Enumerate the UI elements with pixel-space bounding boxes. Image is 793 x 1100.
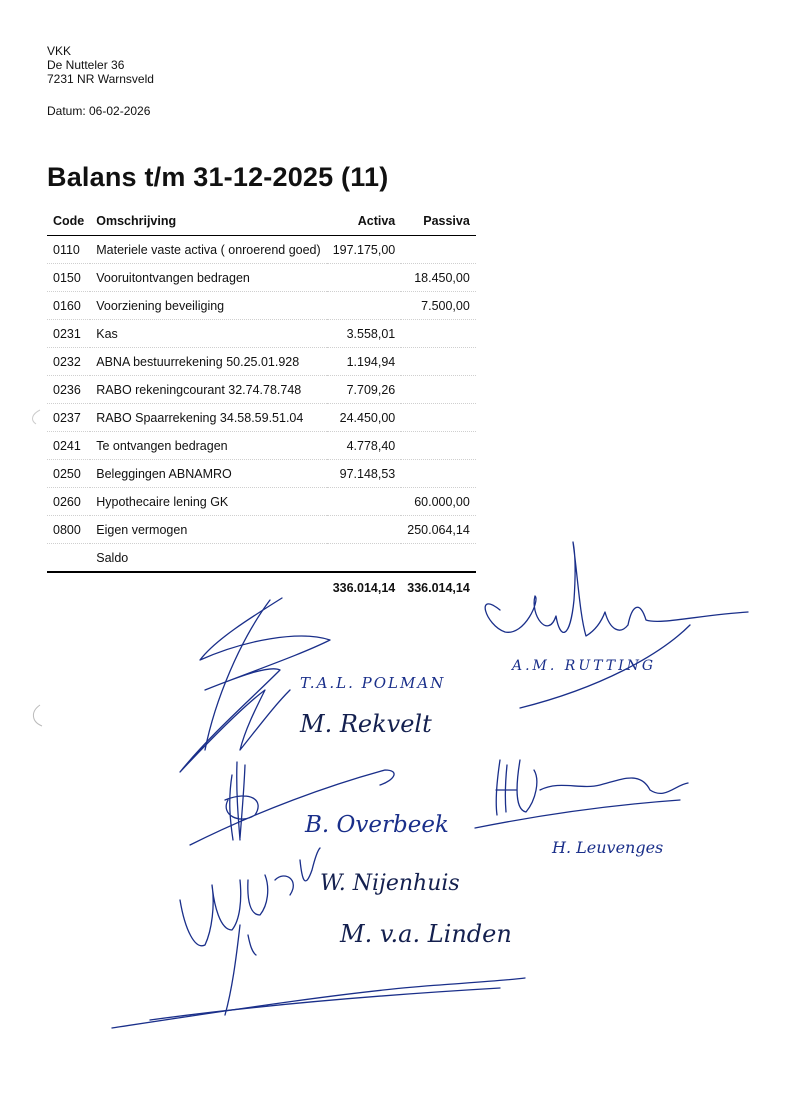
row-description: Saldo <box>90 544 326 573</box>
row-code: 0150 <box>47 264 90 292</box>
total-passiva: 336.014,14 <box>407 581 470 595</box>
row-passiva: 18.450,00 <box>401 264 476 292</box>
document-date: Datum: 06-02-2026 <box>47 104 151 118</box>
row-passiva: 7.500,00 <box>401 292 476 320</box>
signature-rutting-scribble <box>485 542 748 636</box>
row-description: Vooruitontvangen bedragen <box>90 264 326 292</box>
row-code: 0110 <box>47 236 90 264</box>
row-description: Eigen vermogen <box>90 516 326 544</box>
row-code: 0236 <box>47 376 90 404</box>
row-description: Kas <box>90 320 326 348</box>
col-header-description: Omschrijving <box>90 207 326 236</box>
row-activa: 4.778,40 <box>327 432 402 460</box>
row-description: Voorziening beveiliging <box>90 292 326 320</box>
total-activa: 336.014,14 <box>332 581 396 595</box>
row-activa: 3.558,01 <box>327 320 402 348</box>
row-activa: 197.175,00 <box>327 236 402 264</box>
row-passiva: 60.000,00 <box>401 488 476 516</box>
row-code: 0160 <box>47 292 90 320</box>
col-header-code: Code <box>47 207 90 236</box>
row-code: 0250 <box>47 460 90 488</box>
row-description: Materiele vaste activa ( onroerend goed) <box>90 236 326 264</box>
row-activa: 7.709,26 <box>327 376 402 404</box>
row-description: RABO rekeningcourant 32.74.78.748 <box>90 376 326 404</box>
col-header-activa: Activa <box>327 207 402 236</box>
row-activa: 97.148,53 <box>327 460 402 488</box>
signature-sweep-line <box>112 978 525 1028</box>
row-code: 0241 <box>47 432 90 460</box>
scan-speck <box>33 705 42 726</box>
row-description: ABNA bestuurrekening 50.25.01.928 <box>90 348 326 376</box>
scan-speck <box>33 410 40 424</box>
signature-name-polman: T.A.L. POLMAN <box>300 674 446 692</box>
col-header-passiva: Passiva <box>401 207 476 236</box>
signature-name-rutting: A.M. RUTTING <box>512 658 657 674</box>
signature-name-overbeek: B. Overbeek <box>305 812 449 838</box>
row-description: RABO Spaarrekening 34.58.59.51.04 <box>90 404 326 432</box>
row-activa: 24.450,00 <box>327 404 402 432</box>
row-code: 0237 <box>47 404 90 432</box>
street-address: De Nutteler 36 <box>47 58 125 72</box>
row-code: 0260 <box>47 488 90 516</box>
row-passiva: 250.064,14 <box>401 516 476 544</box>
signature-name-leuvenges: H. Leuvenges <box>552 838 664 857</box>
row-code: 0231 <box>47 320 90 348</box>
row-code: 0232 <box>47 348 90 376</box>
row-code: 0800 <box>47 516 90 544</box>
row-description: Te ontvangen bedragen <box>90 432 326 460</box>
row-activa: 1.194,94 <box>327 348 402 376</box>
organization-name: VKK <box>47 44 72 58</box>
signature-leuvenges-scribble <box>496 760 688 815</box>
row-description: Hypothecaire lening GK <box>90 488 326 516</box>
signature-nijenhuis-scribble <box>180 848 320 946</box>
signature-name-nijenhuis: W. Nijenhuis <box>320 871 460 896</box>
signature-name-rekvelt: M. Rekvelt <box>300 710 432 738</box>
postal-city: 7231 NR Warnsveld <box>47 72 154 86</box>
row-description: Beleggingen ABNAMRO <box>90 460 326 488</box>
page-title: Balans t/m 31-12-2025 (11) <box>47 162 389 192</box>
signature-name-linden: M. v.a. Linden <box>340 920 512 948</box>
